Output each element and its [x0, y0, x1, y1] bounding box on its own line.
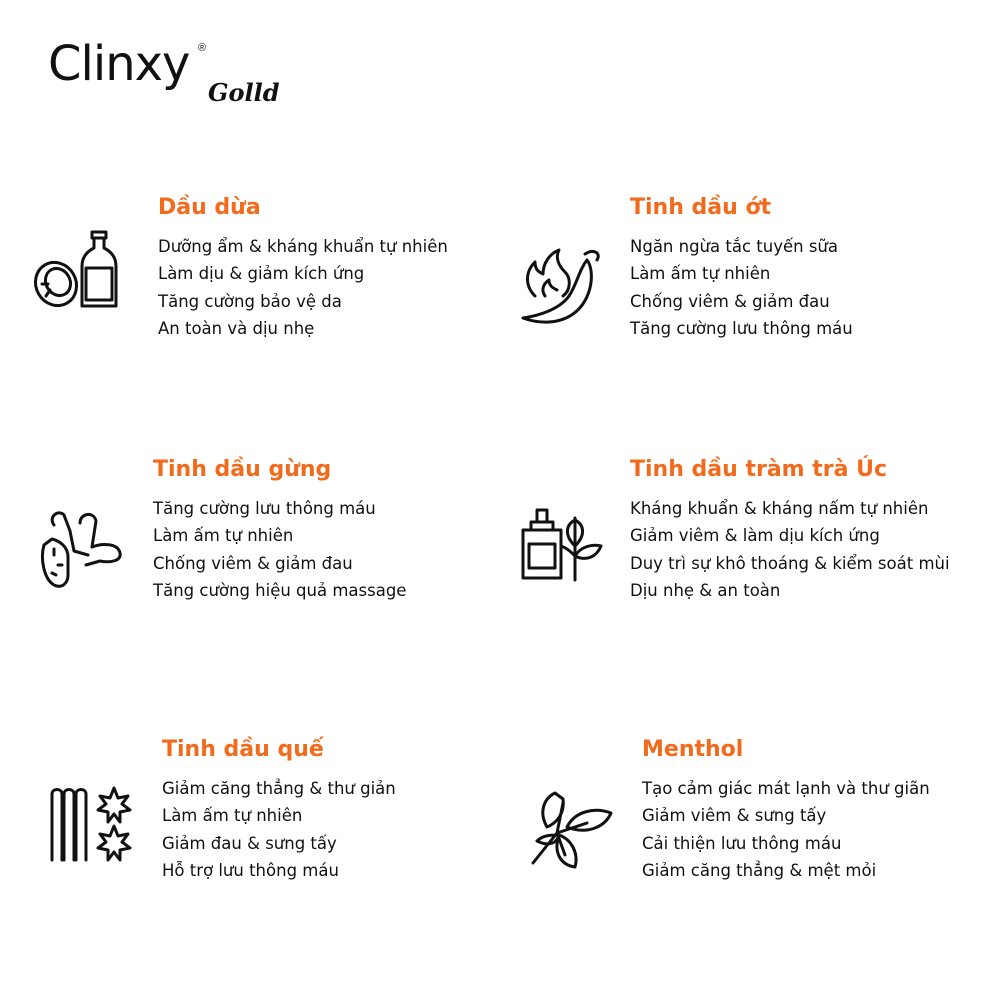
benefit-item: Duy trì sự khô thoáng & kiểm soát mùi [630, 553, 950, 573]
mint-leaf-icon [527, 783, 617, 873]
benefit-item: Giảm căng thẳng & thư giản [162, 779, 396, 798]
ingredient-title: Tinh dầu ớt [630, 195, 772, 220]
benefit-item: Tạo cảm giác mát lạnh và thư giãn [642, 779, 930, 798]
registered-mark: ® [198, 42, 207, 54]
ingredient-title: Menthol [642, 737, 744, 762]
ingredient-title: Dầu dừa [158, 195, 261, 220]
brand-logo [48, 38, 288, 118]
benefit-item: An toàn và dịu nhẹ [158, 318, 315, 338]
benefit-item: Hỗ trợ lưu thông máu [162, 860, 339, 880]
benefit-item: Chống viêm & giảm đau [153, 553, 353, 573]
benefit-item: Làm ấm tự nhiên [630, 264, 771, 284]
benefit-item: Dịu nhẹ & an toàn [630, 580, 781, 600]
benefit-item: Cải thiện lưu thông máu [642, 833, 842, 853]
benefit-item: Tăng cường lưu thông máu [630, 318, 853, 338]
tea-tree-oil-icon [515, 500, 605, 590]
benefit-item: Làm dịu & giảm kích ứng [158, 264, 365, 284]
benefit-item: Làm ấm tự nhiên [153, 526, 294, 546]
benefit-item: Tăng cường hiệu quả massage [153, 580, 407, 600]
brand-name: Clinxy [48, 36, 190, 92]
benefit-list [162, 775, 522, 884]
ingredient-block-coconut [158, 193, 518, 342]
ingredient-block-cinnamon [162, 735, 522, 884]
cinnamon-icon [44, 780, 134, 870]
benefit-item: Giảm viêm & sưng tấy [642, 806, 827, 826]
coconut-oil-icon [32, 226, 122, 316]
benefit-item: Tăng cường lưu thông máu [153, 499, 376, 518]
benefit-item: Giảm căng thẳng & mệt mỏi [642, 860, 877, 880]
ingredient-block-tea-tree [630, 455, 990, 604]
benefit-list [630, 495, 990, 604]
benefit-item: Dưỡng ẩm & kháng khuẩn tự nhiên [158, 237, 448, 256]
benefit-item: Tăng cường bảo vệ da [158, 291, 342, 311]
brand-sub: Golld [208, 78, 280, 107]
benefit-item: Giảm viêm & làm dịu kích ứng [630, 526, 880, 546]
ingredient-block-ginger [153, 455, 513, 604]
ingredient-block-menthol [642, 735, 1000, 884]
benefit-list [642, 775, 1000, 884]
ingredient-title: Tinh dầu quế [162, 737, 324, 762]
benefit-item: Kháng khuẩn & kháng nấm tự nhiên [630, 499, 929, 518]
benefit-item: Giảm đau & sưng tấy [162, 833, 337, 853]
benefit-item: Ngăn ngừa tắc tuyến sữa [630, 237, 838, 256]
benefit-item: Làm ấm tự nhiên [162, 806, 303, 826]
benefit-item: Chống viêm & giảm đau [630, 291, 830, 311]
chili-icon [515, 236, 605, 326]
ingredient-block-chili [630, 193, 990, 342]
benefit-list [153, 495, 513, 604]
benefit-list [158, 233, 518, 342]
ingredient-title: Tinh dầu tràm trà Úc [630, 457, 888, 482]
benefit-list [630, 233, 990, 342]
ingredient-title: Tinh dầu gừng [153, 457, 332, 482]
ginger-icon [32, 505, 122, 595]
